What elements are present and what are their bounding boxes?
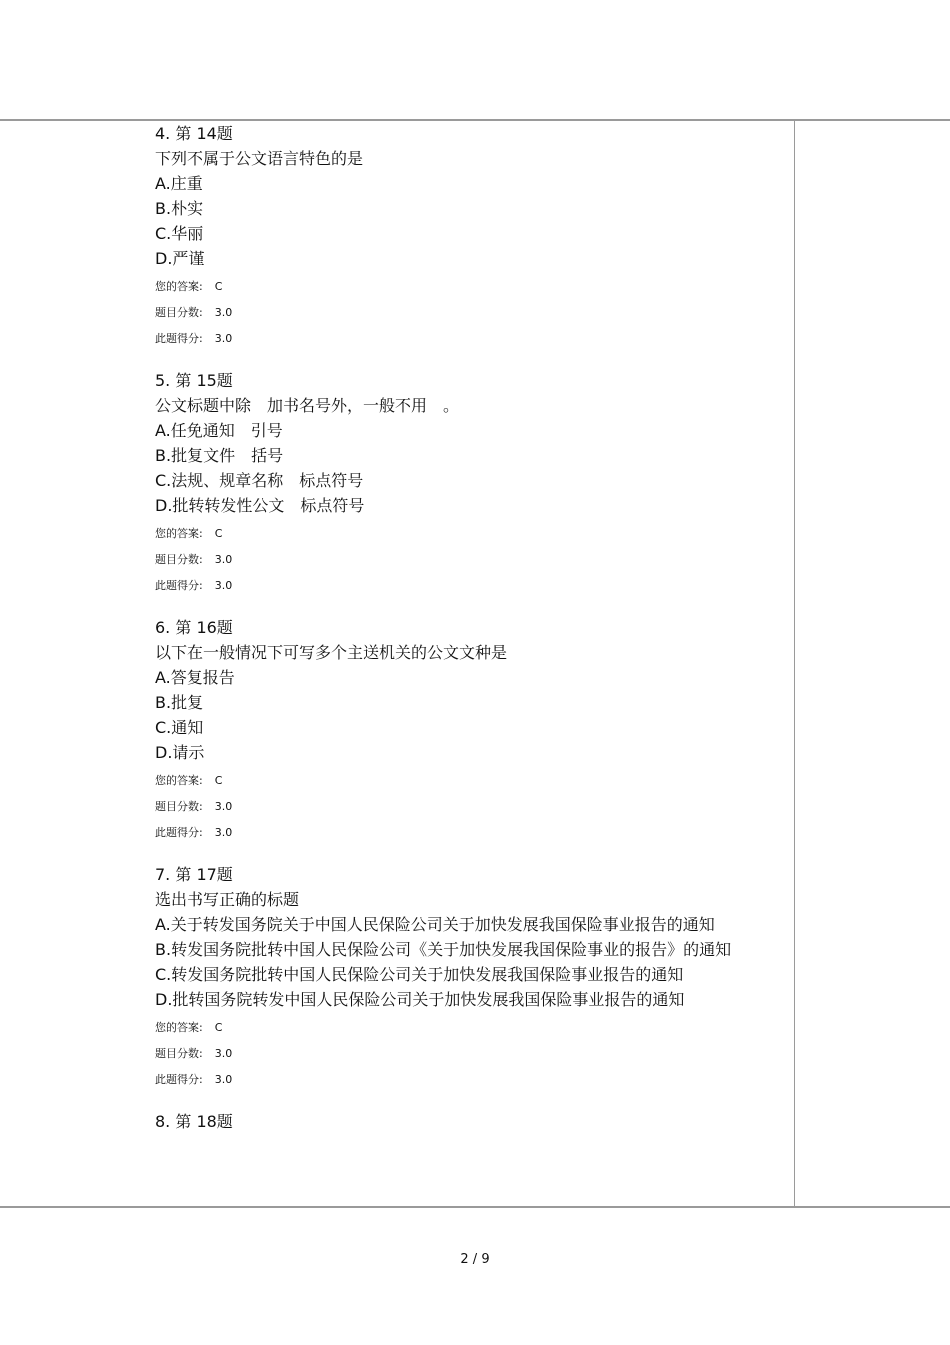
option-d: D.请示: [155, 743, 205, 762]
your-answer-row: [155, 521, 785, 547]
question-item: [155, 121, 785, 368]
question-score-row: [155, 547, 785, 573]
option-a: A.关于转发国务院关于中国人民保险公司关于加快发展我国保险事业报告的通知: [155, 915, 715, 934]
table-column-divider: [794, 121, 795, 1206]
option-a: A.任免通知 引号: [155, 421, 283, 440]
option-b: B.朴实: [155, 199, 204, 218]
option-c: C.法规、规章名称 标点符号: [155, 471, 364, 490]
question-item: [155, 862, 785, 1109]
question-score-label: 题目分数:: [155, 553, 203, 566]
your-answer-value: C: [214, 774, 223, 787]
question-score-row: [155, 300, 785, 326]
question-score-value: 3.0: [214, 800, 233, 813]
question-item: [155, 615, 785, 862]
earned-score-value: 3.0: [214, 332, 233, 345]
option-d: D.严谨: [155, 249, 205, 268]
earned-score-value: 3.0: [214, 1073, 233, 1086]
option-a: A.庄重: [155, 174, 203, 193]
option-b: B.批复文件 括号: [155, 446, 284, 465]
earned-score-row: [155, 820, 785, 846]
earned-score-label: 此题得分:: [155, 826, 203, 839]
earned-score-label: 此题得分:: [155, 1073, 203, 1086]
question-text: 以下在一般情况下可写多个主送机关的公文文种是: [155, 643, 508, 662]
question-heading: 5. 第 15题: [155, 371, 233, 390]
earned-score-row: [155, 573, 785, 599]
earned-score-row: [155, 326, 785, 352]
question-heading: 6. 第 16题: [155, 618, 233, 637]
option-d: D.批转转发性公文 标点符号: [155, 496, 365, 515]
option-c: C.华丽: [155, 224, 204, 243]
earned-score-label: 此题得分:: [155, 579, 203, 592]
question-score-label: 题目分数:: [155, 306, 203, 319]
question-score-label: 题目分数:: [155, 1047, 203, 1060]
option-b: B.批复: [155, 693, 204, 712]
earned-score-value: 3.0: [214, 579, 233, 592]
earned-score-value: 3.0: [214, 826, 233, 839]
question-score-value: 3.0: [214, 1047, 233, 1060]
question-heading: 4. 第 14题: [155, 124, 233, 143]
your-answer-label: 您的答案:: [155, 527, 203, 540]
page-number: 2 / 9: [460, 1252, 490, 1267]
question-text: 下列不属于公文语言特色的是: [155, 149, 364, 168]
question-score-value: 3.0: [214, 306, 233, 319]
earned-score-label: 此题得分:: [155, 332, 203, 345]
your-answer-row: [155, 274, 785, 300]
your-answer-label: 您的答案:: [155, 1021, 203, 1034]
your-answer-value: C: [214, 527, 223, 540]
option-c: C.转发国务院批转中国人民保险公司关于加快发展我国保险事业报告的通知: [155, 965, 684, 984]
question-item: [155, 368, 785, 615]
your-answer-row: [155, 1015, 785, 1041]
earned-score-row: [155, 1067, 785, 1093]
your-answer-row: [155, 768, 785, 794]
question-text: 公文标题中除 加书名号外，一般不用 。: [155, 396, 460, 415]
your-answer-value: C: [214, 280, 223, 293]
question-item: [155, 1109, 785, 1134]
question-text: 选出书写正确的标题: [155, 890, 300, 909]
question-heading: 8. 第 18题: [155, 1112, 233, 1131]
question-score-row: [155, 1041, 785, 1067]
question-score-value: 3.0: [214, 553, 233, 566]
option-d: D.批转国务院转发中国人民保险公司关于加快发展我国保险事业报告的通知: [155, 990, 685, 1009]
your-answer-label: 您的答案:: [155, 280, 203, 293]
option-a: A.答复报告: [155, 668, 235, 687]
question-score-label: 题目分数:: [155, 800, 203, 813]
table-bottom-border: [0, 1206, 950, 1208]
your-answer-label: 您的答案:: [155, 774, 203, 787]
question-list: [155, 121, 785, 1206]
option-b: B.转发国务院批转中国人民保险公司《关于加快发展我国保险事业的报告》的通知: [155, 940, 732, 959]
option-c: C.通知: [155, 718, 204, 737]
your-answer-value: C: [214, 1021, 223, 1034]
question-heading: 7. 第 17题: [155, 865, 233, 884]
question-score-row: [155, 794, 785, 820]
